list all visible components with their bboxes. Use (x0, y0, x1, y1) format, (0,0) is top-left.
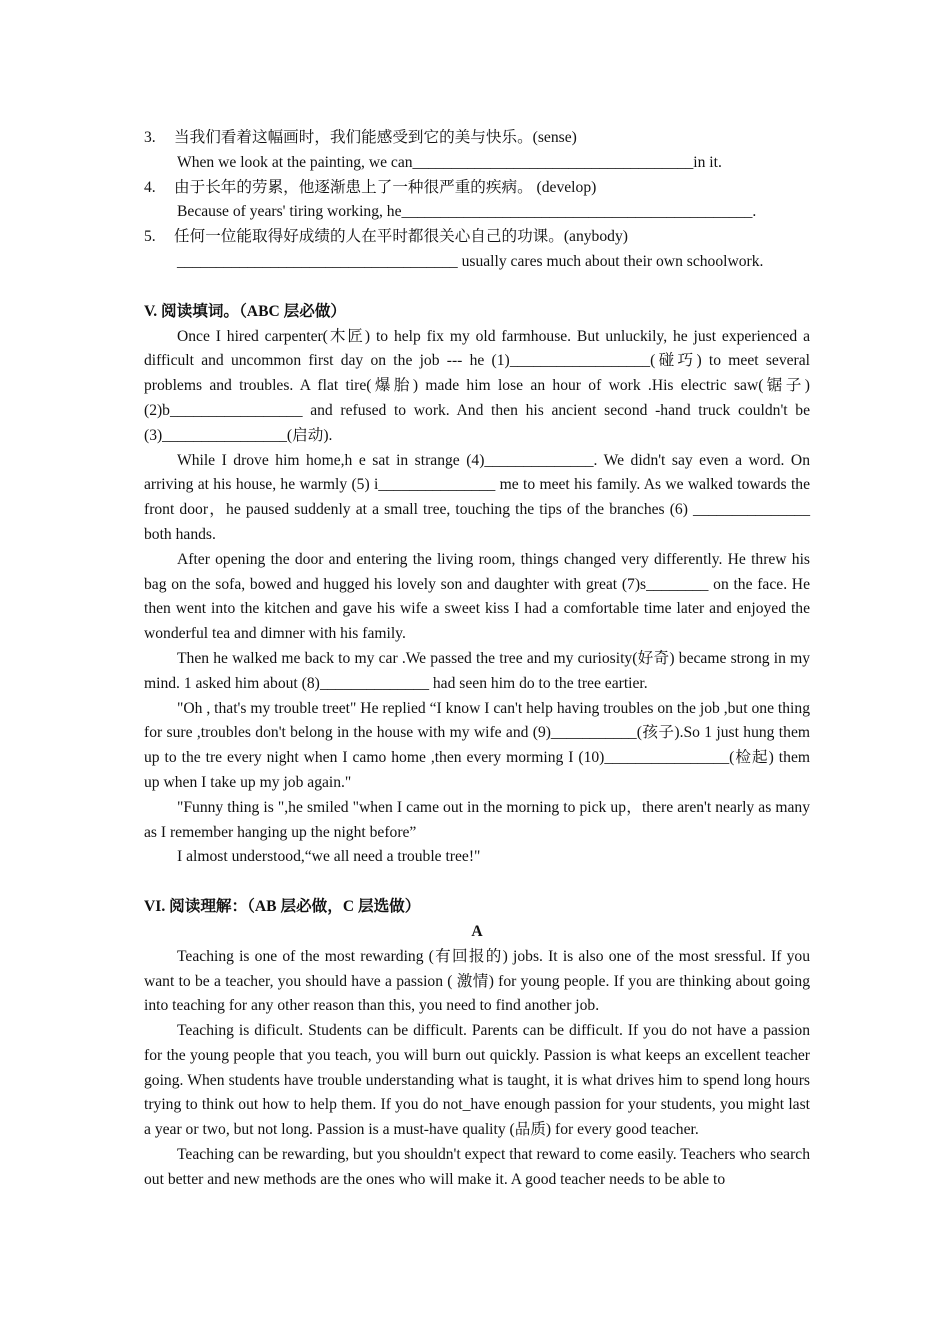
item-number: 4. (144, 178, 156, 196)
paragraph: Teaching is dificult. Students can be difficult. Parents can be difficult. If you do not have a passion for the young people that you teach, you will burn out quickly. Passion is what keeps an excellent teacher going. When students have trouble understanding what is taught, it is what drives him to spend long hours trying to think out how to help them. If you do not_have enough passion for your students, you might last a year or two, but not long. Passion is a must-have quality (品质) for every good teacher. (144, 1022, 810, 1139)
paragraph: Then he walked me back to my car .We passed the tree and my curiosity(好奇) became strong in my mind. 1 asked him about (8)______________ had seen him do to the tree eartier. (144, 649, 810, 692)
paragraph: "Funny thing is ",he smiled "when I came out in the morning to pick up，there aren't nearly as many as I remember hanging up the night before” (144, 798, 810, 841)
english-sentence: Because of years' tiring working, he_____________________________________________. (177, 203, 757, 221)
paragraph: Teaching can be rewarding, but you shouldn't expect that reward to come easily. Teachers who search out better and new methods are the ones who will make it. A good teacher needs to be able to (144, 1146, 810, 1188)
document-page (144, 126, 810, 1193)
paragraph: After opening the door and entering the living room, things changed very differently. He threw his bag on the sofa, bowed and hugged his lovely son and daughter with great (7)s________ on the face. He then went into the kitchen and gave his wife a sweet kiss I had a comfortable time later and enjoyed the wonderful tea and dimner with his family. (144, 550, 810, 643)
paragraph: "Oh , that's my trouble treet" He replied “I know I can't help having troubles on the job ,but one thing for sure ,troubles don't belong in the house with my wife and (9)___________(孩子).So 1 just hung them up to the tre every night when I camo home ,then every morming I (10)________________(检起) them up when I take up my job again." (144, 699, 810, 791)
chinese-prompt: 当我们看着这幅画时，我们能感受到它的美与快乐。(sense) (174, 129, 577, 146)
chinese-prompt: 任何一位能取得好成绩的人在平时都很关心自己的功课。(anybody) (174, 228, 628, 246)
item-number: 5. (144, 228, 156, 246)
passage-cloze (144, 325, 810, 871)
translation-item-4 (144, 176, 810, 226)
chinese-prompt: 由于长年的劳累，他逐渐患上了一种很严重的疾病。 (develop) (174, 178, 597, 196)
paragraph: I almost understood,“we all need a trouble tree!" (177, 848, 481, 866)
translation-item-5 (144, 225, 810, 275)
paragraph: Teaching is one of the most rewarding (有回报的) jobs. It is also one of the most sressful. If you want to be a teacher, you should have a passion ( 激情) for young people. If you are thinking about going into teaching for any other reason than this, you need to find another job. (144, 947, 810, 1015)
english-sentence: ____________________________________ usually cares much about their own schoolwork. (177, 252, 764, 270)
english-sentence: When we look at the painting, we can____________________________________in it. (177, 153, 722, 171)
item-number: 3. (144, 129, 156, 146)
translation-item-3 (144, 126, 810, 176)
section-heading: V. 阅读填词。（ABC 层必做） (144, 302, 347, 320)
paragraph: Once I hired carpenter(木匠) to help fix my old farmhouse. But unluckily, he just experienced a difficult and uncommon first day on the job --- he (1)__________________(碰巧) to meet several problems and troubles. A flat tire(爆胎) made him lose an hour of work .His electric saw(锯子) (2)b_________________ and refused to work. And then his ancient second -hand truck couldn't be (3)________________(启动). (144, 327, 810, 444)
section-heading: VI. 阅读理解：（AB 层必做，C 层选做） (144, 898, 421, 916)
passage-reading (144, 945, 810, 1193)
paragraph: While I drove him home,h e sat in strange (4)______________. We didn't say even a word. On arriving at his house, he warmly (5) i_______________ me to meet his family. As we walked towards the front door，he paused suddenly at a small tree, touching the tips of the branches (6) _______________ both hands. (144, 451, 810, 543)
passage-label: A (471, 922, 483, 940)
